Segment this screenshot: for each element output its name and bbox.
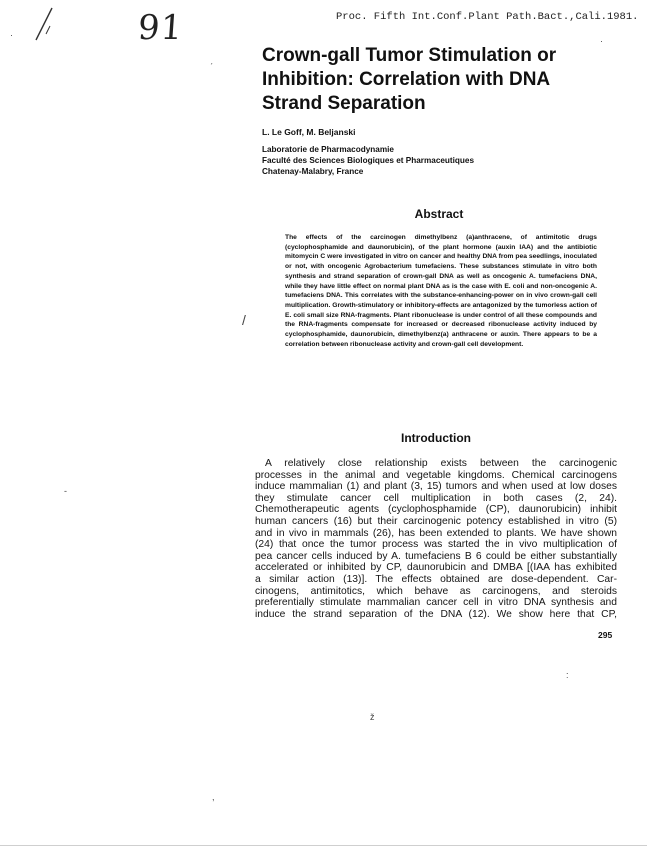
introduction-line: human cancers (16) but their carcinogenic potency established in vitro (5) — [255, 515, 617, 527]
page-number: 295 — [598, 630, 613, 640]
introduction-line: Chemotherapeutic agents (cyclophosphamide (CP), daunorubicin) inhibit — [255, 504, 617, 516]
paper-title — [262, 44, 622, 116]
introduction-line: A relatively close relationship exists between the carcinogenic — [265, 458, 617, 469]
title-line: Strand Separation — [262, 93, 426, 114]
introduction-line: pea cancer cells induced by A. tumefaciens B 6 could be either substantially — [255, 550, 617, 562]
scan-speck: · — [600, 36, 603, 46]
scan-pen-mark — [30, 4, 60, 44]
introduction-line: they stimulate cancer cell multiplication in both cases (2, 24). — [255, 492, 617, 504]
title-line: Inhibition: Correlation with DNA — [262, 69, 551, 90]
affiliation — [262, 144, 474, 177]
introduction-line: induce mammalian (1) and plant (3, 15) tumors and when used at low doses — [255, 481, 617, 493]
introduction-line: induce the strand separation of the DNA (12). We show here that CP, — [255, 608, 617, 620]
introduction-line: (24) that once the tumor process was started the in vivo multiplication of — [255, 539, 617, 551]
introduction-line: cinogens, antimitotics, which behave as carcinogens, and steroids — [255, 585, 617, 597]
scan-speck: - — [64, 486, 67, 496]
scan-speck: , — [212, 792, 215, 802]
author-list: L. Le Goff, M. Beljanski — [262, 127, 356, 137]
affiliation-line: Faculté des Sciences Biologiques et Pharmaceutiques — [262, 156, 475, 165]
affiliation-line: Laboratorie de Pharmacodynamie — [262, 145, 394, 154]
title-line: Crown-gall Tumor Stimulation or — [262, 45, 557, 66]
scan-speck: : — [566, 670, 569, 680]
introduction-text — [255, 458, 617, 620]
scan-bottom-edge — [0, 845, 647, 846]
introduction-line: accelerated or inhibited by CP, daunorubicin and DMBA [(IAA has exhibited — [255, 562, 617, 574]
proceedings-reference: Proc. Fifth Int.Conf.Plant Path.Bact.,Cali.1981. — [336, 11, 639, 23]
scan-speck: ˊ — [210, 62, 213, 72]
scan-speck: ž — [370, 712, 375, 722]
handwritten-page-number: 91 — [136, 8, 185, 48]
introduction-line: processes in the animal and vegetable kingdoms. Chemical carcinogens — [255, 469, 617, 481]
scan-speck: · — [10, 30, 13, 40]
introduction-line: preferentially stimulate mammalian cancer cell in vitro DNA synthesis and — [255, 597, 617, 609]
introduction-heading: Introduction — [401, 431, 471, 445]
introduction-line: a similar action (13)]. The effects obtained are dose-dependent. Car- — [255, 573, 617, 585]
introduction-line: and in vivo in mammals (26), has been extended to plants. We have shown — [255, 527, 617, 539]
scan-speck: / — [242, 312, 246, 328]
affiliation-line: Chatenay-Malabry, France — [262, 167, 364, 176]
abstract-heading: Abstract — [414, 207, 464, 221]
abstract-text: The effects of the carcinogen dimethylbenz (a)anthracene, of antimitotic drugs (cyclophosphamide and daunorubicin), of the plant hormone (auxin IAA) and the antibiotic mitomycin C were investigated in vitro on cancer and healthy DNA from pea seedlings, inoculated or not, with oncogenic Agrobacterium tumefaciens. These substances stimulate in vitro both synthesis and strand separation of crown-gall DNA as well as oncogenic A. tumefaciens DNA, while they have little effect on normal plant DNA as is the case with E. coli and non-oncogenic A. tumefaciens DNA. This correlates with the substance-enhancing-power on in vivo crown-gall cell multiplication. Growth-stimulatory or inhibitory-effects are antagonized by the tumorless action of E. coli small size RNA-fragments. Plant ribonuclease is under control of all these compounds and the RNA-fragments compensate for increased or decreased ribonuclease activity induced by cyclophosphamide, daunorubicin, dimethylbenz(a) anthracene or auxin. There appears to be a correlation between ribonuclease activity and crown-gall cell development. — [285, 234, 597, 348]
